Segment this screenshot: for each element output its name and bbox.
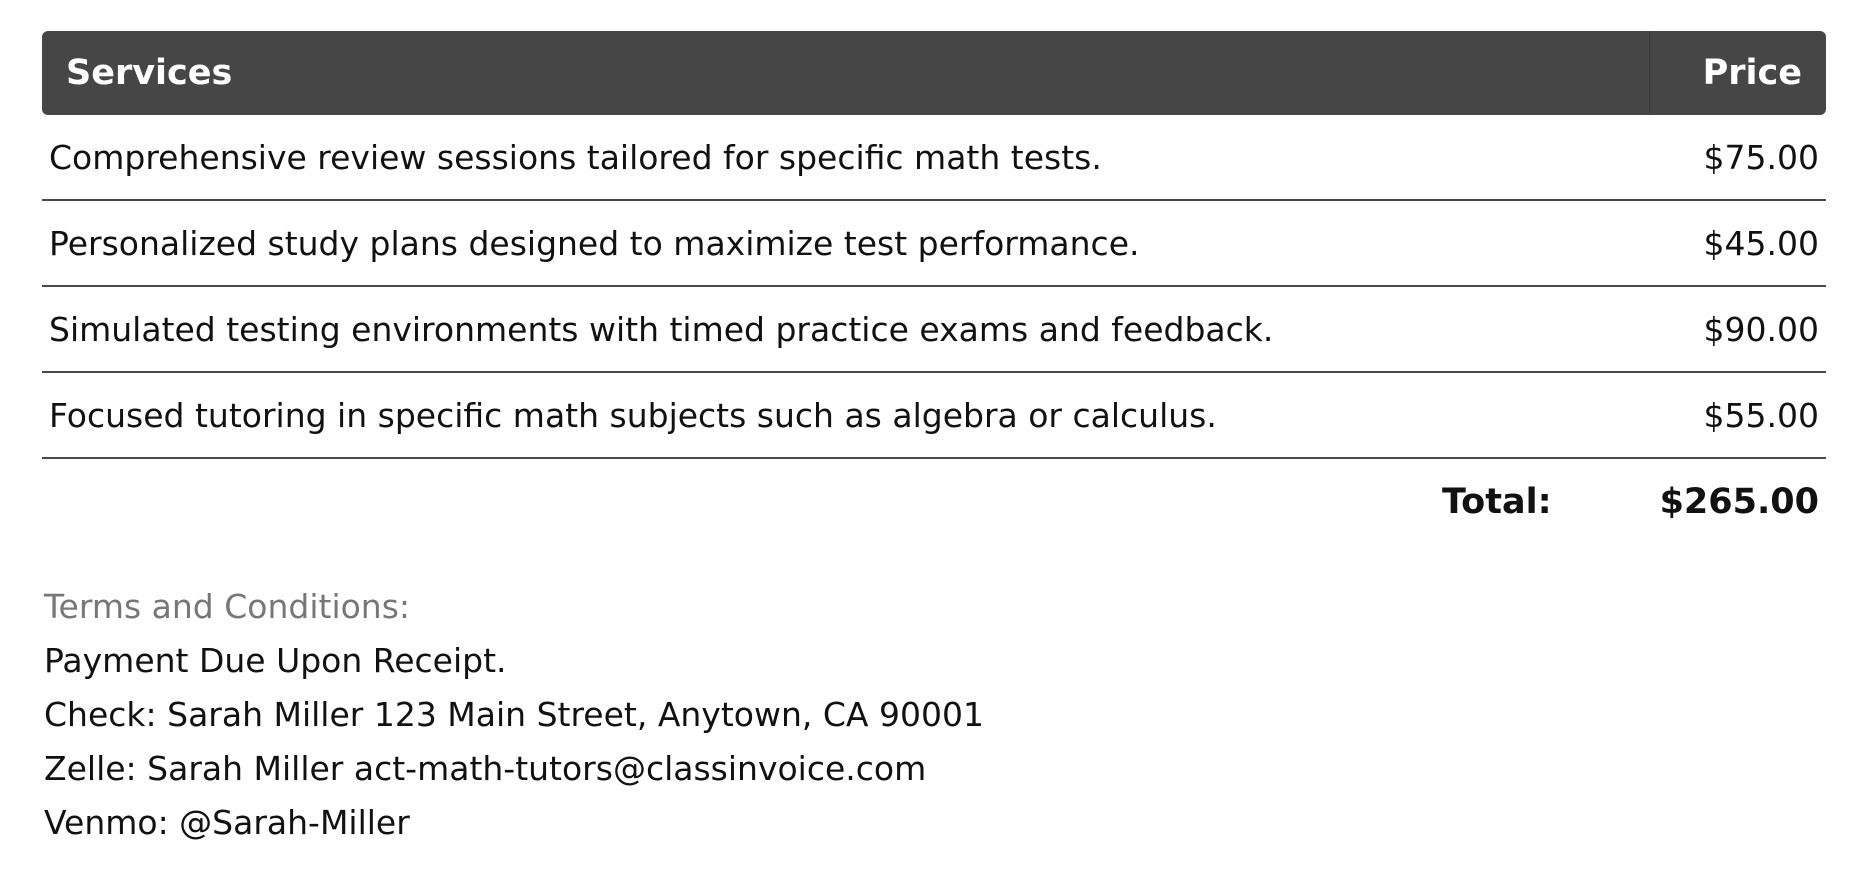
table-header — [42, 31, 1826, 115]
table-row — [42, 115, 1826, 201]
service-description: Personalized study plans designed to maximize test performance. — [49, 223, 1140, 263]
terms-venmo: Venmo: @Sarah-Miller — [44, 803, 410, 842]
service-price: $90.00 — [1703, 309, 1819, 349]
terms-section — [44, 580, 984, 850]
total-value: $265.00 — [1659, 482, 1819, 522]
total-label: Total: — [1441, 482, 1552, 522]
service-description: Focused tutoring in specific math subjects such as algebra or calculus. — [49, 395, 1217, 435]
invoice-table — [42, 31, 1826, 545]
price-column-header: Price — [1649, 31, 1826, 115]
table-row — [42, 201, 1826, 287]
service-description: Simulated testing environments with timed practice exams and feedback. — [49, 309, 1274, 349]
total-row — [42, 459, 1826, 545]
table-row — [42, 287, 1826, 373]
service-price: $75.00 — [1703, 137, 1819, 177]
service-price: $45.00 — [1703, 223, 1819, 263]
terms-check: Check: Sarah Miller 123 Main Street, Anytown, CA 90001 — [44, 695, 984, 734]
service-price: $55.00 — [1703, 395, 1819, 435]
terms-zelle: Zelle: Sarah Miller act-math-tutors@classinvoice.com — [44, 749, 927, 788]
terms-payment-due: Payment Due Upon Receipt. — [44, 641, 507, 680]
services-column-header: Services — [66, 53, 233, 93]
service-description: Comprehensive review sessions tailored for specific math tests. — [49, 137, 1102, 177]
terms-title: Terms and Conditions: — [44, 587, 411, 626]
table-row — [42, 373, 1826, 459]
